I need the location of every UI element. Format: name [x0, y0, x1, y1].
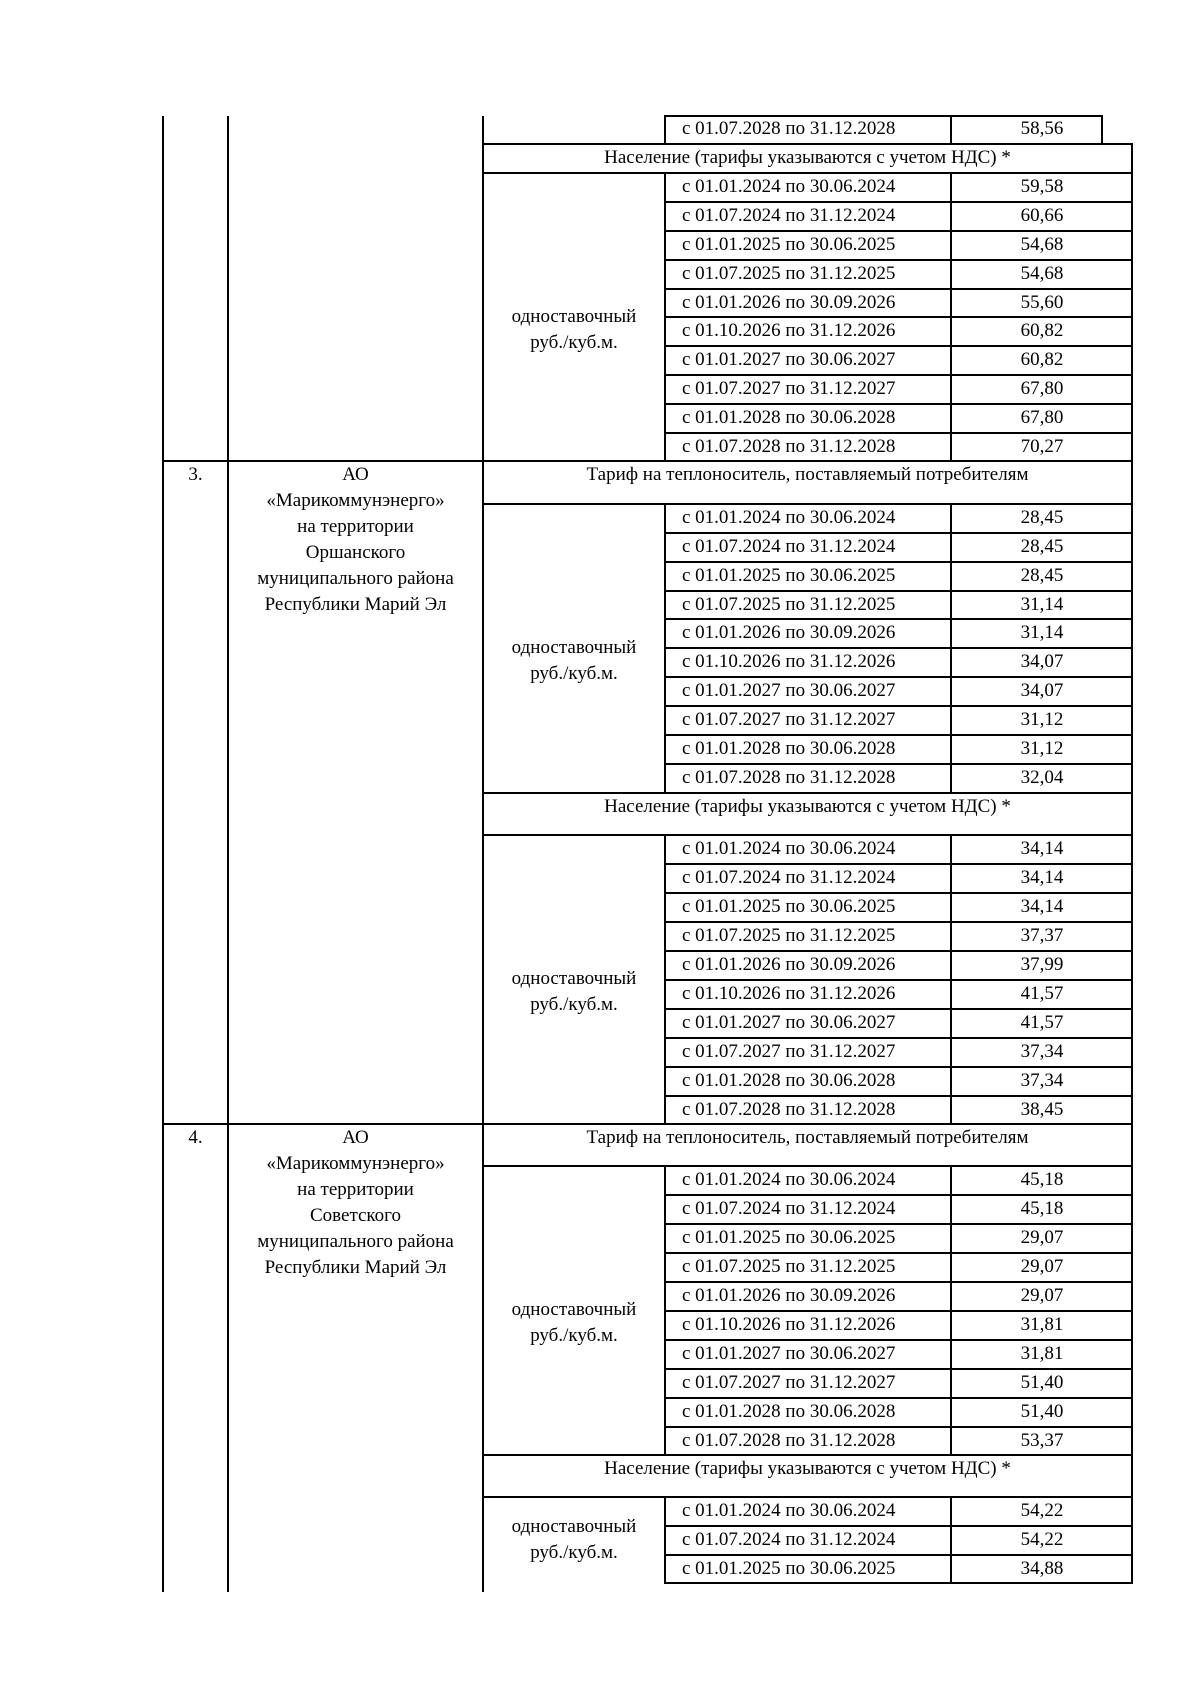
period-cell: с 01.01.2025 по 30.06.2025: [682, 1227, 896, 1248]
period-cell: с 01.01.2027 по 30.06.2027: [682, 1012, 896, 1033]
org-name-line: на территории: [297, 516, 414, 537]
table-rule: [664, 432, 1133, 434]
table-rule: [664, 1194, 1133, 1196]
value-cell: 28,45: [1020, 507, 1064, 528]
value-cell: 51,40: [1020, 1372, 1064, 1393]
table-rule: [664, 288, 1133, 290]
org-name-line: Республики Марий Эл: [264, 1257, 447, 1278]
table-rule: [664, 1368, 1133, 1370]
value-cell: 34,14: [1020, 838, 1064, 859]
period-cell: с 01.07.2028 по 31.12.2028: [682, 1099, 896, 1120]
unit-label: руб./куб.м.: [530, 994, 618, 1015]
org-name-line: АО: [342, 1127, 369, 1148]
table-rule: [664, 1554, 1133, 1556]
table-rule: [664, 647, 1133, 649]
table-rule: [482, 143, 1133, 145]
table-rule: [664, 1037, 1133, 1039]
table-rule: [162, 1123, 1133, 1125]
table-rule: [482, 1165, 1133, 1167]
table-rule: [664, 979, 1133, 981]
period-cell: с 01.01.2024 по 30.06.2024: [682, 1500, 896, 1521]
table-rule: [664, 734, 1133, 736]
table-rule: [664, 763, 1133, 765]
table-rule: [664, 1426, 1133, 1428]
table-rule: [664, 892, 1133, 894]
value-cell: 29,07: [1020, 1256, 1064, 1277]
table-rule: [664, 590, 1133, 592]
period-cell: с 01.01.2027 по 30.06.2027: [682, 1343, 896, 1364]
period-cell: с 01.07.2024 по 31.12.2024: [682, 205, 896, 226]
unit-label: руб./куб.м.: [530, 663, 618, 684]
period-cell: с 01.07.2024 по 31.12.2024: [682, 1198, 896, 1219]
period-cell: с 01.07.2027 по 31.12.2027: [682, 709, 896, 730]
period-cell: с 01.10.2026 по 31.12.2026: [682, 320, 896, 341]
period-cell: с 01.10.2026 по 31.12.2026: [682, 651, 896, 672]
rate-type-label: одноставочный: [511, 1299, 637, 1320]
table-rule: [664, 1008, 1133, 1010]
period-cell: с 01.01.2027 по 30.06.2027: [682, 349, 896, 370]
value-cell: 53,37: [1020, 1430, 1064, 1451]
value-cell: 67,80: [1020, 378, 1064, 399]
value-cell: 37,37: [1020, 925, 1064, 946]
period-cell: с 01.01.2025 по 30.06.2025: [682, 896, 896, 917]
value-cell: 34,88: [1020, 1558, 1064, 1579]
period-cell: с 01.01.2026 по 30.09.2026: [682, 292, 896, 313]
period-cell: с 01.07.2028 по 31.12.2028: [682, 767, 896, 788]
value-cell: 29,07: [1020, 1227, 1064, 1248]
table-rule: [664, 705, 1133, 707]
value-cell: 60,82: [1020, 349, 1064, 370]
value-cell: 31,14: [1020, 622, 1064, 643]
value-cell: 45,18: [1020, 1198, 1064, 1219]
period-cell: с 01.01.2025 по 30.06.2025: [682, 1558, 896, 1579]
value-cell: 59,58: [1020, 176, 1064, 197]
period-cell: с 01.07.2024 по 31.12.2024: [682, 536, 896, 557]
table-rule: [664, 316, 1133, 318]
value-cell: 31,14: [1020, 594, 1064, 615]
table-rule: [664, 201, 1133, 203]
table-rule: [664, 1582, 1133, 1584]
period-cell: с 01.01.2028 по 30.06.2028: [682, 407, 896, 428]
value-cell: 34,07: [1020, 651, 1064, 672]
period-cell: с 01.01.2026 по 30.09.2026: [682, 1285, 896, 1306]
period-cell: с 01.01.2027 по 30.06.2027: [682, 680, 896, 701]
period-cell: с 01.01.2026 по 30.09.2026: [682, 622, 896, 643]
table-rule: [664, 403, 1133, 405]
period-cell: с 01.01.2024 по 30.06.2024: [682, 838, 896, 859]
unit-label: руб./куб.м.: [530, 332, 618, 353]
period-cell: с 01.01.2026 по 30.09.2026: [682, 954, 896, 975]
table-rule: [482, 1454, 1133, 1456]
org-name-line: Оршанского: [305, 542, 406, 563]
table-rule: [664, 561, 1133, 563]
table-border-period-col: [664, 116, 666, 144]
table-rule: [482, 834, 1133, 836]
value-cell: 29,07: [1020, 1285, 1064, 1306]
period-cell: с 01.01.2024 по 30.06.2024: [682, 1169, 896, 1190]
table-rule: [162, 460, 1133, 462]
table-rule: [482, 1496, 1133, 1498]
value-cell: 70,27: [1020, 436, 1064, 457]
table-rule: [664, 1281, 1133, 1283]
period-cell: с 01.07.2027 по 31.12.2027: [682, 1372, 896, 1393]
period-cell: с 01.07.2025 по 31.12.2025: [682, 1256, 896, 1277]
table-rule: [664, 676, 1133, 678]
table-rule: [664, 1339, 1133, 1341]
period-cell: с 01.07.2028 по 31.12.2028: [682, 436, 896, 457]
value-cell: 41,57: [1020, 1012, 1064, 1033]
period-cell: с 01.10.2026 по 31.12.2026: [682, 983, 896, 1004]
org-name-line: муниципального района: [257, 1231, 454, 1252]
period-cell: с 01.07.2024 по 31.12.2024: [682, 1529, 896, 1550]
value-cell: 32,04: [1020, 767, 1064, 788]
value-cell: 37,34: [1020, 1070, 1064, 1091]
table-rule: [664, 1252, 1133, 1254]
period-cell: с 01.07.2024 по 31.12.2024: [682, 867, 896, 888]
table-rule: [482, 172, 1133, 174]
table-border-period-col: [664, 1497, 666, 1583]
org-name-line: муниципального района: [257, 568, 454, 589]
value-cell: 37,34: [1020, 1041, 1064, 1062]
org-name-line: Республики Марий Эл: [264, 594, 447, 615]
period-cell: с 01.07.2027 по 31.12.2027: [682, 378, 896, 399]
table-rule: [482, 792, 1133, 794]
population-header: Население (тарифы указываются с учетом НДС) *: [604, 1458, 1011, 1479]
value-cell: 31,12: [1020, 709, 1064, 730]
org-name-line: «Марикоммунэнерго»: [266, 1153, 445, 1174]
table-rule: [664, 863, 1133, 865]
unit-label: руб./куб.м.: [530, 1542, 618, 1563]
tariff-header: Тариф на теплоноситель, поставляемый потребителям: [586, 464, 1029, 485]
value-cell: 60,82: [1020, 320, 1064, 341]
period-cell: с 01.10.2026 по 31.12.2026: [682, 1314, 896, 1335]
value-cell: 41,57: [1020, 983, 1064, 1004]
value-cell: 31,81: [1020, 1314, 1064, 1335]
unit-label: руб./куб.м.: [530, 1325, 618, 1346]
value-cell: 60,66: [1020, 205, 1064, 226]
table-rule: [664, 532, 1133, 534]
period-cell: с 01.07.2027 по 31.12.2027: [682, 1041, 896, 1062]
rate-type-label: одноставочный: [511, 1516, 637, 1537]
period-cell: с 01.07.2025 по 31.12.2025: [682, 263, 896, 284]
table-rule: [664, 374, 1133, 376]
value-cell: 31,81: [1020, 1343, 1064, 1364]
value-cell: 45,18: [1020, 1169, 1064, 1190]
period-cell: с 01.01.2025 по 30.06.2025: [682, 565, 896, 586]
period-cell: с 01.01.2025 по 30.06.2025: [682, 234, 896, 255]
table-rule: [664, 259, 1133, 261]
population-header: Население (тарифы указываются с учетом НДС) *: [604, 147, 1011, 168]
rate-type-label: одноставочный: [511, 637, 637, 658]
rate-type-label: одноставочный: [511, 968, 637, 989]
table-rule: [664, 345, 1133, 347]
table-rule: [664, 1095, 1133, 1097]
table-rule: [664, 1397, 1133, 1399]
org-name-line: Советского: [309, 1205, 402, 1226]
table-rule: [664, 618, 1133, 620]
table-rule: [664, 1310, 1133, 1312]
period-cell: с 01.01.2028 по 30.06.2028: [682, 1070, 896, 1091]
org-name-line: «Марикоммунэнерго»: [266, 490, 445, 511]
org-name-line: на территории: [297, 1179, 414, 1200]
value-cell: 34,14: [1020, 896, 1064, 917]
value-cell: 54,68: [1020, 234, 1064, 255]
table-rule: [664, 1525, 1133, 1527]
row-number: 3.: [188, 464, 203, 485]
table-border-number-col: [227, 116, 229, 1592]
value-cell: 67,80: [1020, 407, 1064, 428]
period-cell: с 01.07.2025 по 31.12.2025: [682, 925, 896, 946]
org-name-line: АО: [342, 464, 369, 485]
table-rule: [482, 503, 1133, 505]
value-cell: 31,12: [1020, 738, 1064, 759]
table-rule: [664, 950, 1133, 952]
value-cell: 54,68: [1020, 263, 1064, 284]
period-cell: с 01.07.2028 по 31.12.2028: [682, 118, 896, 139]
period-cell: с 01.01.2024 по 30.06.2024: [682, 176, 896, 197]
value-cell: 34,07: [1020, 680, 1064, 701]
value-cell: 54,22: [1020, 1500, 1064, 1521]
tariff-header: Тариф на теплоноситель, поставляемый потребителям: [586, 1127, 1029, 1148]
value-cell: 54,22: [1020, 1529, 1064, 1550]
population-header: Население (тарифы указываются с учетом НДС) *: [604, 796, 1011, 817]
table-rule: [664, 115, 1103, 117]
table-rule: [664, 1223, 1133, 1225]
value-cell: 38,45: [1020, 1099, 1064, 1120]
table-rule: [664, 1066, 1133, 1068]
period-cell: с 01.07.2025 по 31.12.2025: [682, 594, 896, 615]
value-cell: 55,60: [1020, 292, 1064, 313]
value-cell: 28,45: [1020, 536, 1064, 557]
value-cell: 58,56: [1020, 118, 1064, 139]
value-cell: 34,14: [1020, 867, 1064, 888]
period-cell: с 01.01.2028 по 30.06.2028: [682, 738, 896, 759]
value-cell: 51,40: [1020, 1401, 1064, 1422]
value-cell: 28,45: [1020, 565, 1064, 586]
value-cell: 37,99: [1020, 954, 1064, 975]
period-cell: с 01.01.2024 по 30.06.2024: [682, 507, 896, 528]
table-border-left: [162, 116, 164, 1592]
table-rule: [664, 230, 1133, 232]
rate-type-label: одноставочный: [511, 306, 637, 327]
period-cell: с 01.01.2028 по 30.06.2028: [682, 1401, 896, 1422]
table-rule: [664, 921, 1133, 923]
row-number: 4.: [188, 1127, 203, 1148]
period-cell: с 01.07.2028 по 31.12.2028: [682, 1430, 896, 1451]
